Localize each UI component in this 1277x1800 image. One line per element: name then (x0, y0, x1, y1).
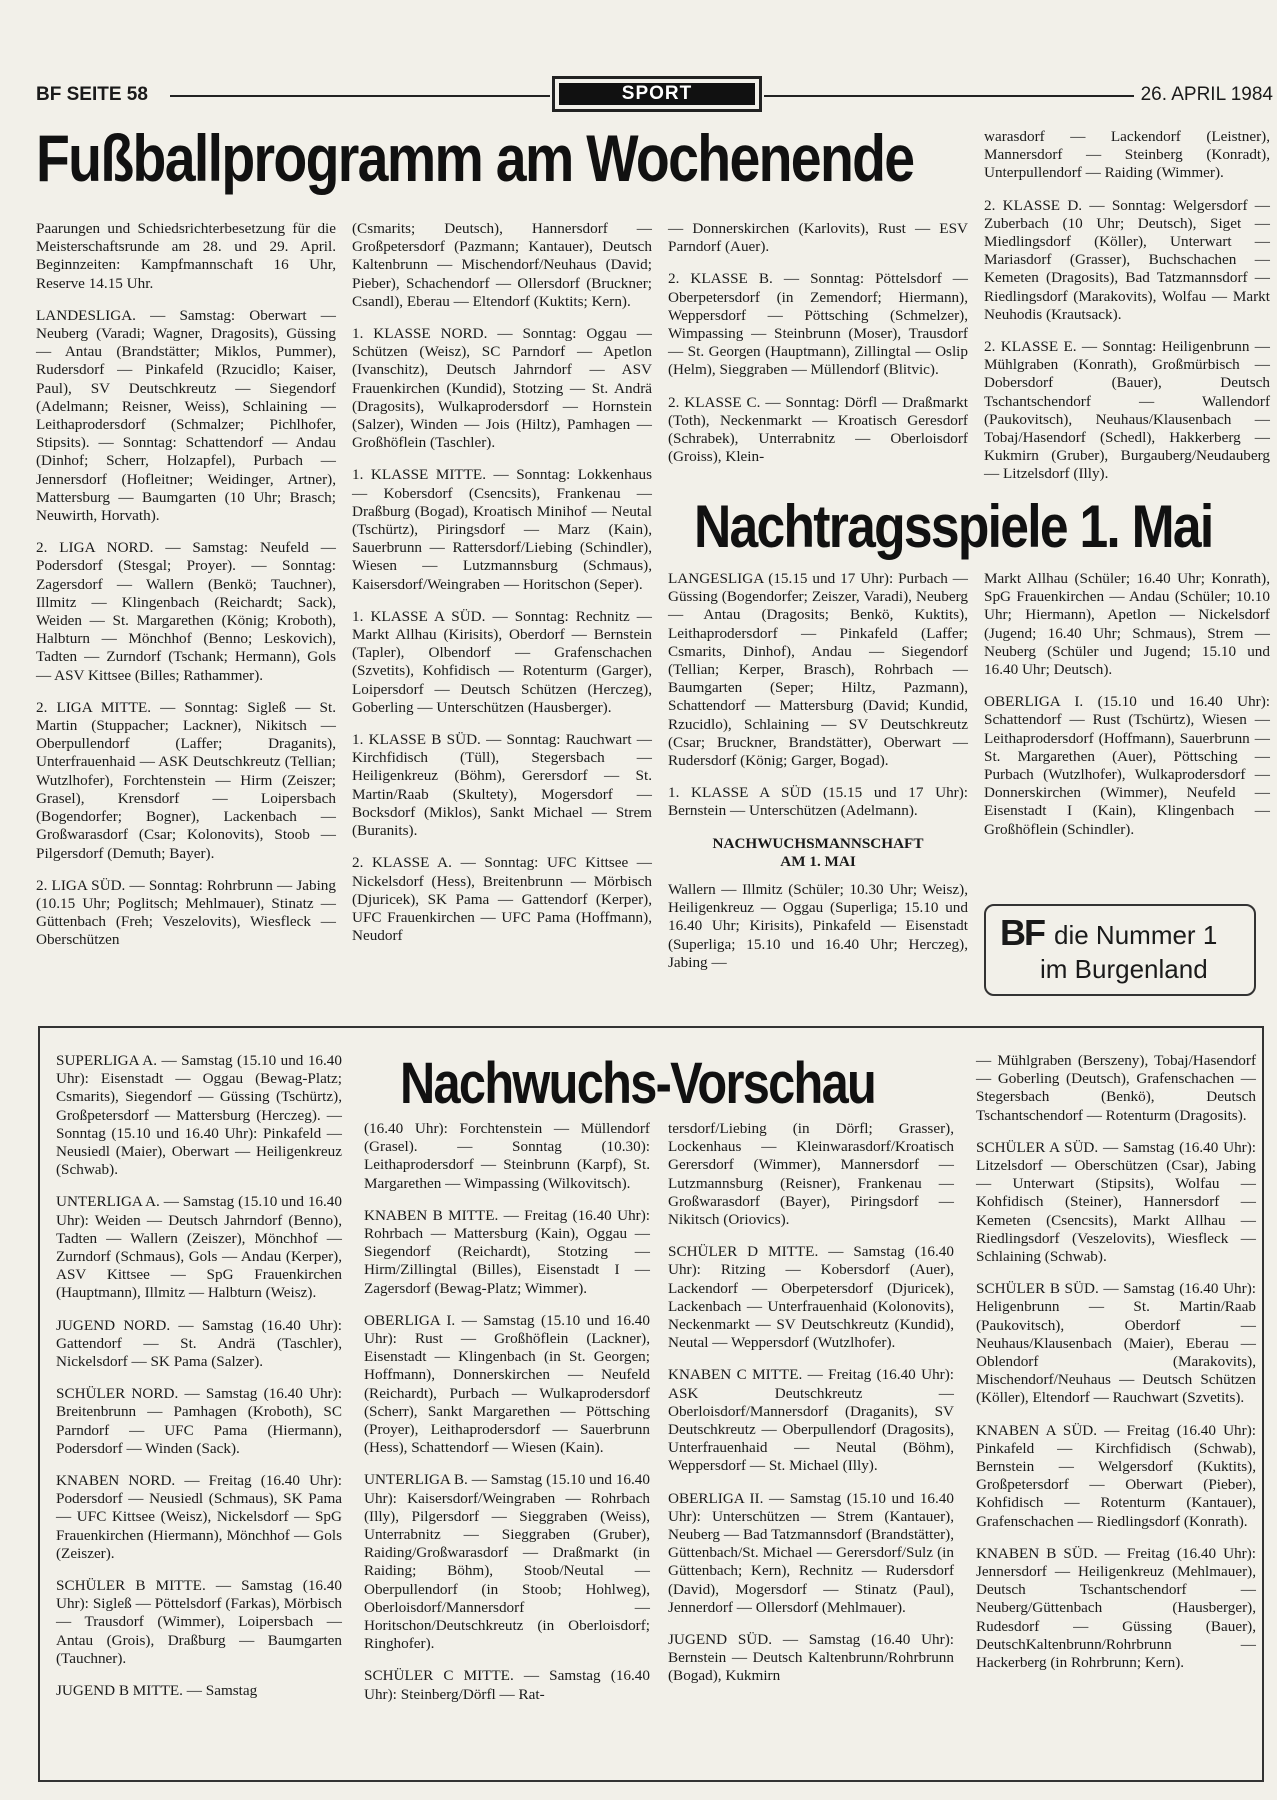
nachwuchs-col-2 (364, 1120, 650, 1718)
subheading-line-2: AM 1. MAI (780, 852, 856, 870)
paragraph: UNTERLIGA A. — Samstag (15.10 und 16.40 Uhr): Weiden — Deutsch Jahrndorf (Benno), Tadten — Wallern (Zeiszer), Mönchhof — Zurndorf (Schmaus), Gols — Andau (Kerper), ASV Kittsee — SpG Frauenkirchen (Hauptmann), Illmitz — Halbturn (Weisz). (56, 1193, 342, 1302)
paragraph: SUPERLIGA A. — Samstag (15.10 und 16.40 Uhr): Eisenstadt — Oggau (Bewag-Platz; Csmarits), Siegendorf — Güssing (Tschürtz), Großpetersdorf — Mattersburg (Herczeg). — Sonntag (15.10 und 16.40 Uhr): Pinkafeld — Neusiedl (Maier), Oberwart — Heiligenkreuz (Schwab). (56, 1052, 342, 1179)
nachtrag-col-1 (668, 570, 968, 986)
main-col-2 (352, 220, 652, 959)
paragraph: JUGEND NORD. — Samstag (16.40 Uhr): Gattendorf — St. Andrä (Taschler), Nickelsdorf — SK Pama (Salzer). (56, 1316, 342, 1371)
paragraph: SCHÜLER B SÜD. — Samstag (16.40 Uhr): Heligenbrunn — St. Martin/Raab (Paukovitsch), Oberdorf — Neuhaus/Klausenbach (Maier), Eberau — Oblendorf (Marakovits), Mischendorf/Neuhaus — Deutsch Schützen (Köller), Eltendorf — Rauchwart (Szvetits). (976, 1280, 1256, 1407)
paragraph: SCHÜLER A SÜD. — Samstag (16.40 Uhr): Litzelsdorf — Oberschützen (Csar), Jabing — Unterwart (Stipsits), Wolfau — Kohfidisch (Steiner), Hannersdorf — Kemeten (Csencsits), Markt Allhau — Riedlingsdorf (Veszelovits), Wiesfleck — Schlaining (Schwab). (976, 1138, 1256, 1266)
main-headline: Fußballprogramm am Wochenende (36, 121, 914, 195)
paragraph: Paarungen und Schiedsrichterbesetzung für die Meisterschaftsrunde am 28. und 29. April. Beginnzeiten: Kampfmannschaft 16 Uhr, Reserve 14.15 Uhr. (36, 220, 336, 292)
paragraph: KNABEN C MITTE. — Freitag (16.40 Uhr): ASK Deutschkreutz — Oberloisdorf/Mannersdorf (Draganits), SV Deutschkreutz — Oberpullendorf (Dragosits), Unterfrauenhaid — Neutal (Böhm), Weppersdorf — St. Michael (Illy). (668, 1366, 954, 1475)
paragraph: LANGESLIGA (15.15 und 17 Uhr): Purbach — Güssing (Bogendorfer; Zeiszer, Varadi), Neuberg — Antau (Dragosits; Benkö, Kuktits), Leithaprodersdorf — Pinkafeld (Laffer; Csmarits, Dinhof), Andau — Siegendorf (Tellian; Kerper, Brasch), Rohrbach — Baumgarten (Seper; Hiltz, Pazmann), Schattendorf — Mattersburg (David; Kundid, Rzucidlo), Schlaining — SV Deutschkreutz (Csar; Bruckner, Brandstätter), Oberwart — Rudersdorf (König; Garger, Bogad). (668, 570, 968, 770)
nachwuchs-col-1 (56, 1052, 342, 1714)
paragraph: — Donnerskirchen (Karlovits), Rust — ESV Parndorf (Auer). (668, 220, 968, 256)
paragraph: (16.40 Uhr): Forchtenstein — Müllendorf (Grasel). — Sonntag (10.30): Leithaprodersdorf — Steinbrunn (Karpf), St. Margarethen — Wimpassing (Wilkovitsch). (364, 1120, 650, 1192)
paragraph: OBERLIGA I. (15.10 und 16.40 Uhr): Schattendorf — Rust (Tschürtz), Wiesen — Leithaprodersdorf (Hoffmann), Sauerbrunn — St. Margarethen (Auer), Pöttsching — Purbach (Wutzlhofer), Wulkaprodersdorf — Donnerskirchen (Wimmer), Neufeld — Eisenstadt I (Kain), Klingenbach — Großhöflein (Schindler). (984, 693, 1270, 838)
paragraph: SCHÜLER C MITTE. — Samstag (16.40 Uhr): Steinberg/Dörfl — Rat- (364, 1667, 650, 1703)
ad-line-1: die Nummer 1 (1054, 920, 1218, 950)
paragraph: 2. LIGA MITTE. — Sonntag: Sigleß — St. Martin (Stuppacher; Lackner), Nikitsch — Oberpullendorf (Laffer; Draganits), Unterfrauenhaid — ASK Deutschkreutz (Tellian; Wutzlhofer), Forchtenstein — Hirm (Zeiszer; Grasel), Krensdorf — Loipersbach (Bogendorfer; Bogner), Lackenbach — Großwarasdorf (Csar; Kolonovits), Stoob — Pilgersdorf (Demuth; Bayer). (36, 698, 336, 862)
paragraph: 1. KLASSE A SÜD (15.15 und 17 Uhr): Bernstein — Unterschützen (Adelmann). (668, 784, 968, 820)
header-rule-right (764, 95, 1134, 97)
paragraph: 2. LIGA NORD. — Samstag: Neufeld — Podersdorf (Stesgal; Proyer). — Sonntag: Zagersdorf — Wallern (Benkö; Tauchner), Illmitz — Klingenbach (Reichardt; Sack), Weiden — St. Margarethen (König; Kroboth), Halbturn — Mönchhof (Benno; Leskovich), Tadten — Zurndorf (Tschank; Hermann), Gols — ASV Kittsee (Billes; Rathammer). (36, 539, 336, 684)
paragraph: KNABEN B MITTE. — Freitag (16.40 Uhr): Rohrbach — Mattersburg (Kain), Oggau — Siegendorf (Reichardt), Stotzing — Hirm/Zillingtal (Billes), Eisenstadt I — Zagersdorf (Bewag-Platz; Wimmer). (364, 1206, 650, 1297)
main-col-1 (36, 220, 336, 964)
paragraph: 2. KLASSE C. — Sonntag: Dörfl — Draßmarkt (Toth), Neckenmarkt — Kroatisch Geresdorf (Schrabek), Unterrabnitz — Oberloisdorf (Groiss), Klein- (668, 393, 968, 466)
paragraph: KNABEN NORD. — Freitag (16.40 Uhr): Podersdorf — Neusiedl (Schmaus), SK Pama — UFC Kittsee (Weisz), Nickelsdorf — SpG Frauenkirchen (Hiermann), Mönchhof — Gols (Zeiszer). (56, 1472, 342, 1562)
paragraph: 1. KLASSE B SÜD. — Sonntag: Rauchwart — Kirchfidisch (Tüll), Stegersbach — Heiligenkreuz (Böhm), Gerersdorf — St. Martin/Raab (Skultety), Mogersdorf — Bocksdorf (Miklos), Sankt Michael — Strem (Buranits). (352, 731, 652, 840)
ad-line-2: im Burgenland (1040, 954, 1208, 984)
section-label: SPORT (559, 83, 755, 105)
paragraph: 1. KLASSE NORD. — Sonntag: Oggau — Schützen (Weisz), SC Parndorf — Apetlon (Ivanschitz), Deutsch Jahrndorf — ASV Frauenkirchen (Kundid), Stotzing — St. Andrä (Dragosits), Wulkaprodersdorf — Hornstein (Salzer), Winden — Jois (Hiltz), Pamhagen — Großhöflein (Taschler). (352, 325, 652, 452)
nachtrag-col-2 (984, 570, 1270, 853)
paragraph: OBERLIGA I. — Samstag (15.10 und 16.40 Uhr): Rust — Großhöflein (Lackner), Eisenstadt — Klingenbach (in St. Georgen; Hoffmann), Donnerskirchen — Neufeld (Reichardt), Purbach — Wulkaprodersdorf (Scherr), Sankt Margarethen — Pöttsching (Proyer), Leithaprodersdorf — Sauerbrunn (Hess), Schattendorf — Wiesen (Kain). (364, 1311, 650, 1457)
nachwuchs-col-3 (668, 1120, 954, 1700)
section-label-box (552, 76, 762, 112)
paragraph: LANDESLIGA. — Samstag: Oberwart — Neuberg (Varadi; Wagner, Dragosits), Güssing — Antau (Brandstätter; Miklos, Pummer), Rudersdorf — Pinkafeld (Rzucidlo; Kaiser, Paul), SV Deutschkreutz — Siegendorf (Adelmann; Reisner, Weiss), Schlaining — Leithaprodersdorf (Schmalzer; Pichlhofer, Stipsits). — Sonntag: Schattendorf — Andau (Dinhof; Scherr, Holzapfel), Purbach — Jennersdorf (Hofleitner; Weidinger, Artner), Mattersburg — Baumgarten (10 Uhr; Brasch; Neuwirth, Horvath). (36, 306, 336, 525)
paragraph: UNTERLIGA B. — Samstag (15.10 und 16.40 Uhr): Kaisersdorf/Weingraben — Rohrbach (Illy), Pilgersdorf — Sieggraben (Weiss), Unterrabnitz — Sieggraben (Gruber), Raiding/Großwarasdorf — Draßmarkt (in Raiding; Böhm), Stoob/Neutal — Oberpullendorf (in Stoob; Hohlweg), Oberloisdorf/Mannersdorf — Horitschon/Deutschkreutz (in Oberloisdorf; Ringhofer). (364, 1471, 650, 1653)
paragraph: SCHÜLER NORD. — Samstag (16.40 Uhr): Breitenbrunn — Pamhagen (Kroboth), SC Parndorf — UFC Pama (Hiermann), Podersdorf — Winden (Sack). (56, 1385, 342, 1457)
paragraph: 2. LIGA SÜD. — Sonntag: Rohrbrunn — Jabing (10.15 Uhr; Poglitsch; Mehlmauer), Stinatz — Güttenbach (Freh; Veszelovits), Wiesfleck — Oberschützen (36, 876, 336, 949)
paragraph: JUGEND B MITTE. — Samstag (56, 1682, 258, 1700)
ad-box (984, 904, 1256, 996)
paragraph: OBERLIGA II. — Samstag (15.10 und 16.40 Uhr): Unterschützen — Strem (Kantauer), Neuberg — Bad Tatzmannsdorf (Brandstätter), Güttenbach/St. Michael — Gerersdorf/Sulz (in Güttenbach; Kern), Rechnitz — Rudersdorf (David), Mogersdorf — Stinatz (Paul), Jennerdorf — Ollersdorf (Mehlmauer). (668, 1489, 954, 1616)
page-number: BF SEITE 58 (36, 84, 148, 105)
paragraph: Markt Allhau (Schüler; 16.40 Uhr; Konrath), SpG Frauenkirchen — Andau (Schüler; 10.10 Uhr; Hiermann), Apetlon — Nickelsdorf (Jugend; 16.40 Uhr; Schmaus), Strem — Neuberg (Schüler und Jugend; 15.10 und 16.40 Uhr; Deutsch). (984, 570, 1270, 679)
bf-logo: BF (1000, 912, 1044, 953)
paragraph: SCHÜLER B MITTE. — Samstag (16.40 Uhr): Sigleß — Pöttelsdorf (Farkas), Mörbisch — Trausdorf (Wimmer), Loipersbach — Antau (Grois), Draßburg — Baumgarten (Tauchner). (56, 1577, 342, 1667)
paragraph: — Mühlgraben (Berszeny), Tobaj/Hasendorf — Goberling (Deutsch), Grafenschachen — Stegersbach (Benkö), Deutsch Tschantschendorf — Rotenturm (Dragosits). (976, 1052, 1256, 1124)
paragraph: tersdorf/Liebing (in Dörfl; Grasser), Lockenhaus — Kleinwarasdorf/Kroatisch Gerersdorf (Wimmer), Mannersdorf — Lutzmannsburg (Reisner), Frankenau — Großwarasdorf (Bayer), Piringsdorf — Nikitsch (Oriovics). (668, 1120, 954, 1229)
paragraph: JUGEND SÜD. — Samstag (16.40 Uhr): Bernstein — Deutsch Kaltenbrunn/Rohrbrunn (Bogad), Kukmirn (668, 1631, 954, 1685)
paragraph: 2. KLASSE B. — Sonntag: Pöttelsdorf — Oberpetersdorf (in Zemendorf; Hiermann), Weppersdorf — Pöttsching (Schmelzer), Wimpassing — Steinbrunn (Moser), Trausdorf — St. Georgen (Hauptmann), Zillingtal — Oslip (Helm), Sieggraben — Müllendorf (Blitvic). (668, 270, 968, 379)
paragraph: (Csmarits; Deutsch), Hannersdorf — Großpetersdorf (Pazmann; Kantauer), Deutsch Kaltenbrunn — Mischendorf/Neuhaus (David; Pieber), Schachendorf — Ollersdorf (Bruckner; Csandl), Eberau — Eltendorf (Kuktits; Kern). (352, 220, 652, 310)
nachwuchs-headline: Nachwuchs-Vorschau (400, 1051, 876, 1116)
main-col-3 (668, 220, 968, 480)
paragraph: KNABEN A SÜD. — Freitag (16.40 Uhr): Pinkafeld — Kirchfidisch (Schwab), Bernstein — Welgersdorf (Kuktits), Großpetersdorf — Oberwart (Pieber), Kohfidisch — Rotenturm (Kantauer), Grafenschachen — Riedlingsdorf (Konrath). (976, 1421, 1256, 1530)
paragraph: Wallern — Illmitz (Schüler; 10.30 Uhr; Weisz), Heiligenkreuz — Oggau (Superliga; 15.10 und 16.40 Uhr; Kirisits), Pinkafeld — Eisenstadt (Superliga; 15.10 und 16.40 Uhr; Herczeg), Jabing — (668, 881, 968, 971)
paragraph: warasdorf — Lackendorf (Leistner), Mannersdorf — Steinberg (Konradt), Unterpullendorf — Raiding (Wimmer). (984, 128, 1270, 182)
paragraph: SCHÜLER D MITTE. — Samstag (16.40 Uhr): Ritzing — Kobersdorf (Auer), Lackendorf — Oberpetersdorf (Djuricek), Lackenbach — Unterfrauenhaid (Kolonovits), Neckenmarkt — SV Deutschkreutz (Kundid), Neutal — Weppersdorf (Wutzlhofer). (668, 1243, 954, 1352)
issue-date: 26. APRIL 1984 (1140, 84, 1273, 105)
paragraph: 2. KLASSE E. — Sonntag: Heiligenbrunn — Mühlgraben (Konrath), Großmürbisch — Dobersdorf (Bauer), Deutsch Tschantschendorf — Wallendorf (Paukovitsch), Neuhaus/Klausenbach — Tobaj/Hasendorf (Schedl), Hakkerberg — Kukmirn (Gruber), Burgauberg/Neudauberg — Litzelsdorf (Illy). (984, 338, 1270, 483)
paragraph: 2. KLASSE D. — Sonntag: Welgersdorf — Zuberbach (10 Uhr; Deutsch), Siget — Miedlingsdorf (Köller), Unterwart — Mariasdorf (Grasser), Buchschachen — Kemeten (Dragosits), Bad Tatzmannsdorf — Riedlingsdorf (Marakovits), Wolfau — Markt Neuhodis (Krautsack). (984, 196, 1270, 323)
main-col-4 (984, 128, 1270, 498)
subheading-line-1: NACHWUCHSMANNSCHAFT (712, 834, 924, 852)
paragraph: 1. KLASSE MITTE. — Sonntag: Lokkenhaus — Kobersdorf (Csencsits), Frankenau — Draßburg (Bogad), Kroatisch Minihof — Neutal (Tschürtz), Piringsdorf — Marz (Kain), Sauerbrunn — Rattersdorf/Liebing (Schindler), Wiesen — Lutzmannsburg (Schmaus), Kaisersdorf/Weingraben — Horitschon (Seper). (352, 466, 652, 593)
nachtrag-headline: Nachtragsspiele 1. Mai (694, 493, 1213, 560)
paragraph: KNABEN B SÜD. — Freitag (16.40 Uhr): Jennersdorf — Heiligenkreuz (Mehlmauer), Deutsch Tschantschendorf — Neuberg/Güttenbach (Hausberger), Rudesdorf — Güssing (Bauer), DeutschKaltenbrunn/Rohrbrunn — Hackerberg (in Rohrbrunn; Kern). (976, 1544, 1256, 1672)
paragraph: 1. KLASSE A SÜD. — Sonntag: Rechnitz — Markt Allhau (Kirisits), Oberdorf — Bernstein (Tapler), Olbendorf — Grafenschachen (Szvetits), Kohfidisch — Rotenturm (Garger), Loipersdorf — Deutsch Schützen (Herczeg), Goberling — Unterschützen (Hausberger). (352, 607, 652, 716)
header-rule-left (170, 95, 550, 97)
subheading (668, 835, 968, 871)
nachwuchs-col-4 (976, 1052, 1256, 1686)
paragraph: 2. KLASSE A. — Sonntag: UFC Kittsee — Nickelsdorf (Hess), Breitenbrunn — Mörbisch (Djuricek), SK Pama — Gattendorf (Kerper), UFC Frauenkirchen — UFC Pama (Hoffmann), Neudorf (352, 854, 652, 945)
